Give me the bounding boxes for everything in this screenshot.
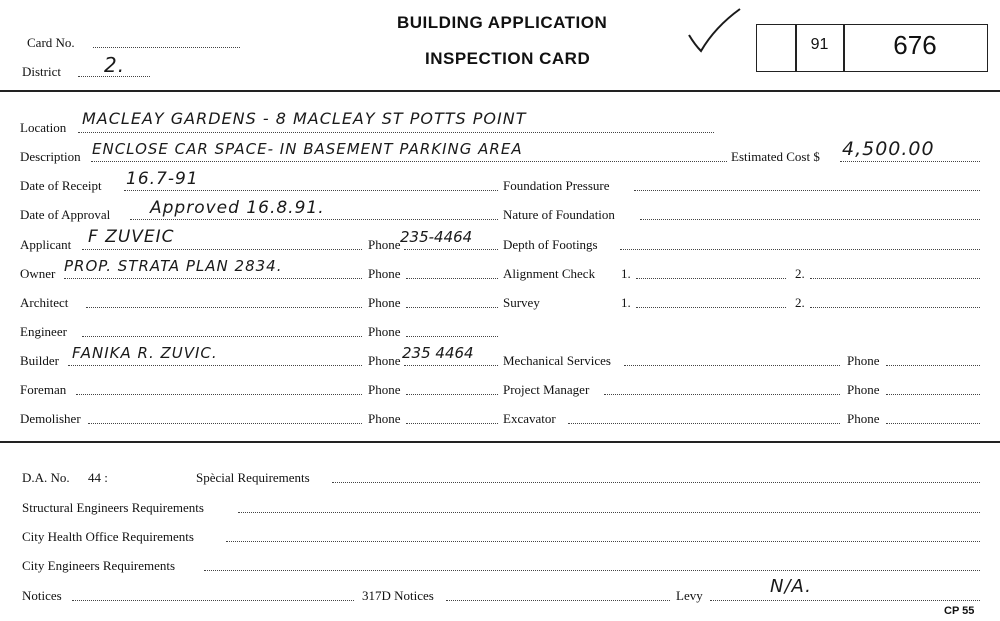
alignment-check-1-label: 1. — [621, 266, 631, 281]
applicant-line[interactable] — [82, 249, 362, 250]
applicant-phone-value: 235-4464 — [400, 228, 473, 246]
depth-footings-label: Depth of Footings — [503, 237, 598, 252]
card-no-line[interactable] — [93, 47, 240, 48]
builder-phone-label: Phone — [368, 353, 401, 368]
alignment-check-2-label: 2. — [795, 266, 805, 281]
builder-phone-line[interactable] — [404, 365, 498, 366]
reference-year: 91 — [810, 36, 829, 53]
date-receipt-label: Date of Receipt — [20, 178, 102, 193]
builder-label: Builder — [20, 353, 59, 368]
levy-line[interactable] — [710, 600, 980, 601]
structural-label: Structural Engineers Requirements — [22, 500, 204, 515]
notices-label: Notices — [22, 588, 62, 603]
mechanical-services-line[interactable] — [624, 365, 840, 366]
mechanical-services-phone-label: Phone — [847, 353, 880, 368]
date-receipt-line[interactable] — [124, 190, 498, 191]
description-line[interactable] — [91, 161, 727, 162]
estimated-cost-label: Estimated Cost $ — [731, 149, 820, 164]
builder-phone-value: 235 4464 — [402, 344, 474, 362]
reference-number: 676 — [893, 30, 937, 60]
location-label: Location — [20, 120, 67, 135]
district-value: 2. — [104, 53, 126, 77]
notices-317d-line[interactable] — [446, 600, 670, 601]
alignment-check-label: Alignment Check — [503, 266, 596, 281]
applicant-phone-label: Phone — [368, 237, 401, 252]
nature-foundation-line[interactable] — [640, 219, 980, 220]
excavator-label: Excavator — [503, 411, 556, 426]
location-value: MACLEAY GARDENS - 8 MACLEAY ST POTTS POINT — [82, 109, 527, 128]
header-rule — [0, 90, 1000, 92]
da-no-value: 44 : — [88, 470, 108, 485]
applicant-label: Applicant — [20, 237, 72, 252]
applicant-phone-line[interactable] — [404, 249, 498, 250]
engineer-phone-line[interactable] — [406, 336, 498, 337]
engineer-line[interactable] — [82, 336, 362, 337]
excavator-line[interactable] — [568, 423, 840, 424]
demolisher-phone-line[interactable] — [406, 423, 498, 424]
survey-1-line[interactable] — [636, 307, 786, 308]
owner-line[interactable] — [64, 278, 362, 279]
foundation-pressure-line[interactable] — [634, 190, 980, 191]
nature-foundation-label: Nature of Foundation — [503, 207, 615, 222]
demolisher-phone-label: Phone — [368, 411, 401, 426]
project-manager-line[interactable] — [604, 394, 840, 395]
city-engineers-line[interactable] — [204, 570, 980, 571]
excavator-phone-line[interactable] — [886, 423, 980, 424]
survey-1-label: 1. — [621, 295, 631, 310]
date-approval-label: Date of Approval — [20, 207, 111, 222]
mechanical-services-phone-line[interactable] — [886, 365, 980, 366]
survey-2-line[interactable] — [810, 307, 980, 308]
location-line[interactable] — [78, 132, 714, 133]
owner-label: Owner — [20, 266, 56, 281]
date-receipt-value: 16.7-91 — [126, 169, 199, 189]
form-code: CP 55 — [944, 605, 975, 617]
builder-line[interactable] — [68, 365, 362, 366]
architect-line[interactable] — [86, 307, 362, 308]
foreman-line[interactable] — [76, 394, 362, 395]
owner-phone-line[interactable] — [406, 278, 498, 279]
owner-phone-label: Phone — [368, 266, 401, 281]
health-line[interactable] — [226, 541, 980, 542]
project-manager-label: Project Manager — [503, 382, 590, 397]
architect-phone-line[interactable] — [406, 307, 498, 308]
structural-line[interactable] — [238, 512, 980, 513]
da-no-label: D.A. No. — [22, 470, 70, 485]
description-value: ENCLOSE CAR SPACE- IN BASEMENT PARKING AREA — [92, 140, 523, 158]
estimated-cost-value: 4,500.00 — [842, 138, 935, 160]
foundation-pressure-label: Foundation Pressure — [503, 178, 610, 193]
special-requirements-label: Spècial Requirements — [196, 470, 310, 485]
demolisher-line[interactable] — [88, 423, 362, 424]
builder-value: FANIKA R. ZUVIC. — [72, 344, 218, 362]
survey-2-label: 2. — [795, 295, 805, 310]
depth-footings-line[interactable] — [620, 249, 980, 250]
engineer-phone-label: Phone — [368, 324, 401, 339]
levy-label: Levy — [676, 588, 703, 603]
alignment-check-1-line[interactable] — [636, 278, 786, 279]
excavator-phone-label: Phone — [847, 411, 880, 426]
project-manager-phone-line[interactable] — [886, 394, 980, 395]
notices-317d-label: 317D Notices — [362, 588, 434, 603]
special-requirements-line[interactable] — [332, 482, 980, 483]
date-approval-value: Approved 16.8.91. — [150, 198, 325, 218]
owner-value: PROP. STRATA PLAN 2834. — [64, 257, 283, 275]
estimated-cost-line[interactable] — [840, 161, 980, 162]
survey-label: Survey — [503, 295, 540, 310]
foreman-phone-label: Phone — [368, 382, 401, 397]
demolisher-label: Demolisher — [20, 411, 81, 426]
date-approval-line[interactable] — [130, 219, 498, 220]
architect-label: Architect — [20, 295, 69, 310]
architect-phone-label: Phone — [368, 295, 401, 310]
health-label: City Health Office Requirements — [22, 529, 194, 544]
applicant-value: F ZUVEIC — [88, 227, 175, 247]
card-no-label: Card No. — [27, 35, 75, 50]
section-rule — [0, 441, 1000, 443]
district-label: District — [22, 64, 61, 79]
foreman-phone-line[interactable] — [406, 394, 498, 395]
form-title-line1: BUILDING APPLICATION — [397, 13, 608, 32]
description-label: Description — [20, 149, 81, 164]
levy-value: N/A. — [770, 576, 812, 597]
notices-line[interactable] — [72, 600, 354, 601]
mechanical-services-label: Mechanical Services — [503, 353, 611, 368]
checkmark-icon — [685, 5, 745, 55]
city-engineers-label: City Engineers Requirements — [22, 558, 176, 573]
engineer-label: Engineer — [20, 324, 67, 339]
project-manager-phone-label: Phone — [847, 382, 880, 397]
foreman-label: Foreman — [20, 382, 67, 397]
form-title-line2: INSPECTION CARD — [425, 49, 591, 68]
alignment-check-2-line[interactable] — [810, 278, 980, 279]
